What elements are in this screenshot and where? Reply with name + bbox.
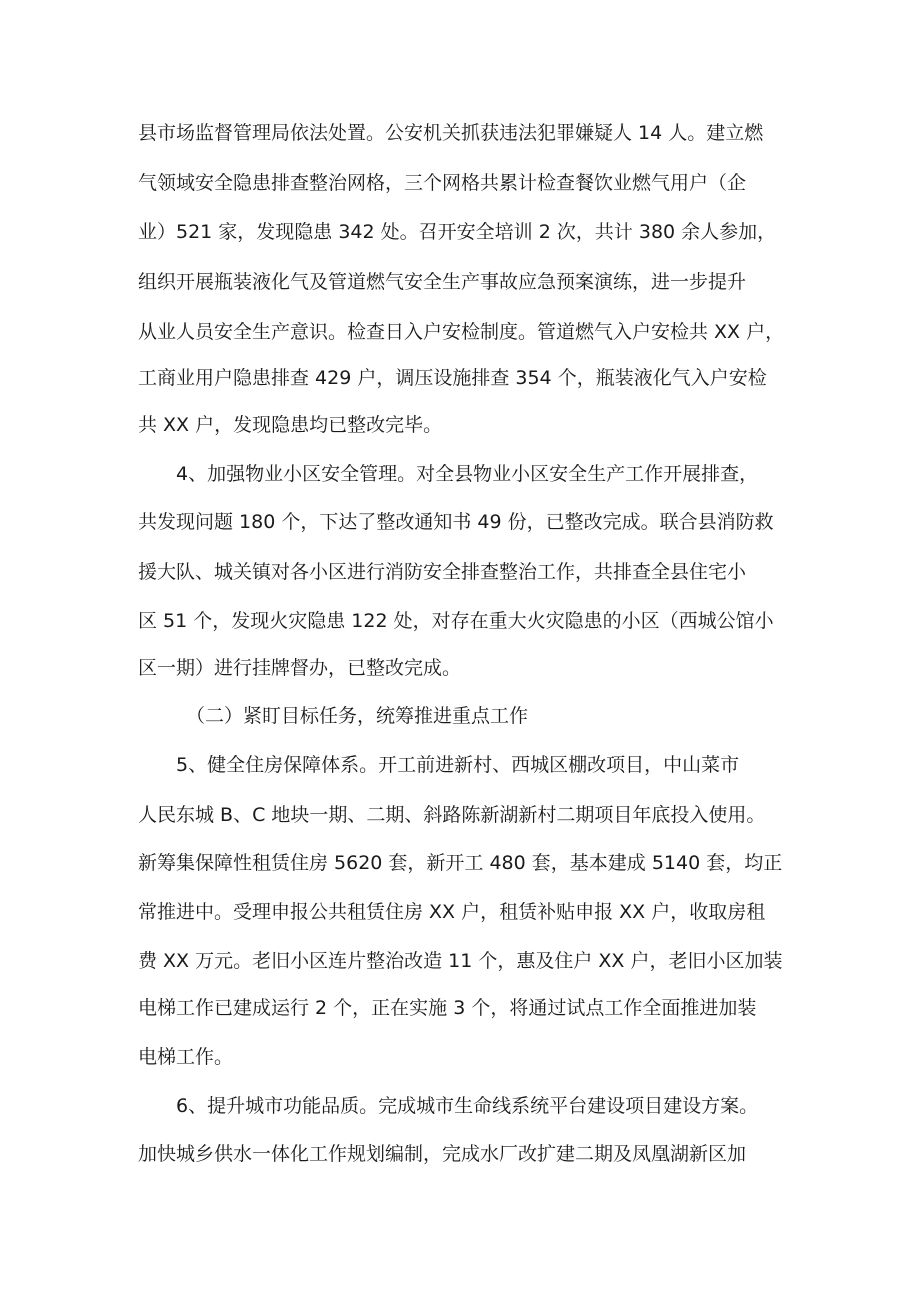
- paragraph-4-first-line: 4、加强物业小区安全管理。对全县物业小区安全生产工作开展排查，: [176, 463, 759, 485]
- body-text-line: 业）521 家，发现隐患 342 处。召开安全培训 2 次，共计 380 余人参加，: [138, 221, 777, 243]
- body-text-line: 区一期）进行挂牌督办，已整改完成。: [138, 657, 462, 679]
- body-text-line: 气领域安全隐患排查整治网格，三个网格共累计检查餐饮业燃气用户（企: [138, 172, 747, 194]
- body-text-line: 县市场监督管理局依法处置。公安机关抓获违法犯罪嫌疑人 14 人。建立燃: [138, 122, 764, 144]
- body-text-line: 电梯工作已建成运行 2 个，正在实施 3 个，将通过试点工作全面推进加装: [138, 997, 757, 1019]
- paragraph-5-first-line: 5、健全住房保障体系。开工前进新村、西城区棚改项目，中山菜市: [176, 754, 740, 776]
- body-text-line: 组织开展瓶装液化气及管道燃气安全生产事故应急预案演练，进一步提升: [138, 271, 747, 293]
- paragraph-6-first-line: 6、提升城市功能品质。完成城市生命线系统平台建设项目建设方案。: [176, 1095, 759, 1117]
- body-text-line: 新筹集保障性租赁住房 5620 套，新开工 480 套，基本建成 5140 套，均正: [138, 852, 783, 874]
- body-text-line: 人民东城 B、C 地块一期、二期、斜路陈新湖新村二期项目年底投入使用。: [138, 804, 766, 826]
- body-text-line: 常推进中。受理申报公共租赁住房 XX 户，租赁补贴申报 XX 户，收取房租: [138, 901, 766, 923]
- body-text-line: 共发现问题 180 个，下达了整改通知书 49 份，已整改完成。联合县消防救: [138, 511, 774, 533]
- body-text-line: 电梯工作。: [138, 1046, 234, 1068]
- body-text-line: 费 XX 万元。老旧小区连片整治改造 11 个，惠及住户 XX 户，老旧小区加装: [138, 950, 783, 972]
- body-text-line: 加快城乡供水一体化工作规划编制，完成水厂改扩建二期及凤凰湖新区加: [138, 1143, 747, 1165]
- body-text-line: 工商业用户隐患排查 429 户，调压设施排查 354 个，瓶装液化气入户安检: [138, 367, 767, 389]
- section-heading: （二）紧盯目标任务，统筹推进重点工作: [186, 705, 529, 727]
- body-text-line: 援大队、城关镇对各小区进行消防安全排查整治工作，共排查全县住宅小: [138, 561, 747, 583]
- body-text-line: 从业人员安全生产意识。检查日入户安检制度。管道燃气入户安检共 XX 户，: [138, 321, 785, 343]
- body-text-line: 区 51 个，发现火灾隐患 122 处，对存在重大火灾隐患的小区（西城公馆小: [138, 610, 774, 632]
- body-text-line: 共 XX 户，发现隐患均已整改完毕。: [138, 414, 443, 436]
